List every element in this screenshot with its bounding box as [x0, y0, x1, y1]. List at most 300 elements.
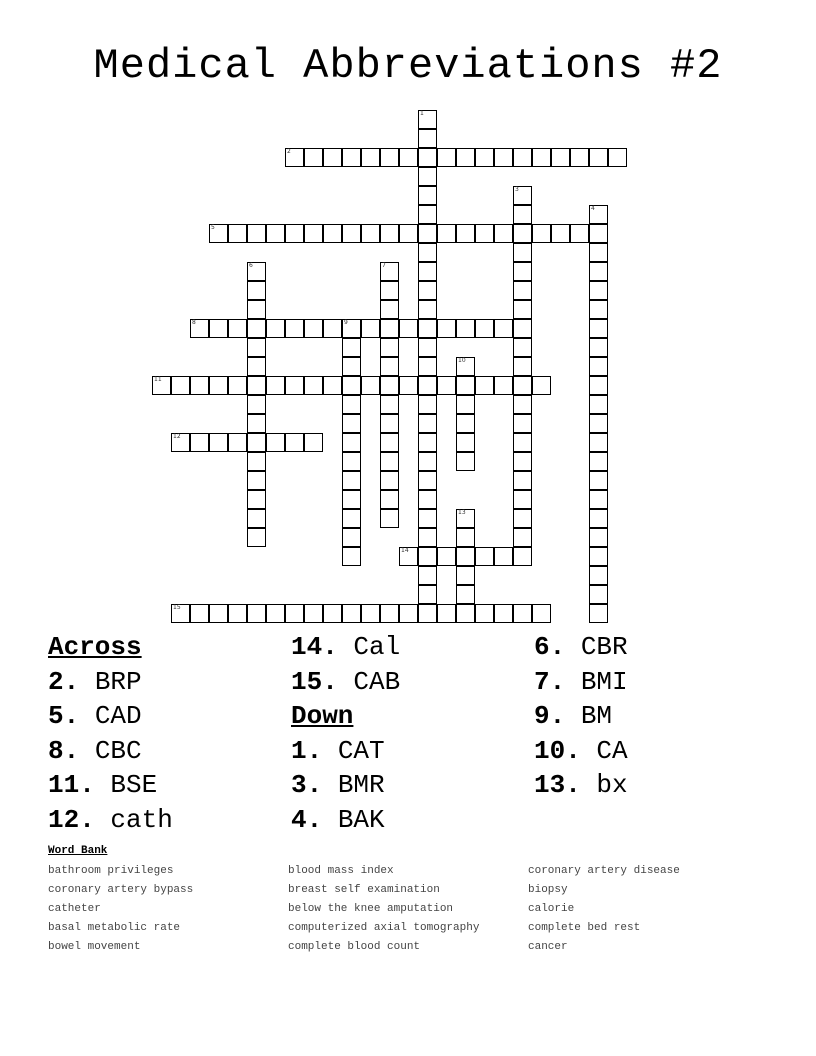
grid-cell[interactable]	[342, 376, 361, 395]
grid-cell[interactable]	[418, 243, 437, 262]
grid-cell[interactable]	[247, 395, 266, 414]
grid-cell[interactable]	[456, 433, 475, 452]
grid-cell[interactable]	[323, 376, 342, 395]
grid-cell[interactable]	[589, 452, 608, 471]
clue-text: BMI	[565, 666, 628, 697]
down-clue	[534, 734, 628, 769]
grid-cell[interactable]	[285, 433, 304, 452]
clue-text: BM	[565, 701, 613, 731]
grid-cell[interactable]	[475, 319, 494, 338]
across-clue	[48, 734, 173, 769]
clue-column-2	[291, 630, 400, 837]
clue-text: CBC	[79, 735, 142, 766]
grid-cell[interactable]	[589, 604, 608, 623]
cell-number: 15	[173, 604, 181, 611]
down-clue	[534, 699, 628, 734]
clue-text: Cal	[337, 632, 401, 662]
grid-cell[interactable]	[361, 376, 380, 395]
grid-cell[interactable]	[342, 433, 361, 452]
grid-cell[interactable]	[285, 148, 304, 167]
grid-cell[interactable]	[437, 148, 456, 167]
clue-text: CBR	[565, 632, 628, 662]
grid-cell[interactable]	[589, 566, 608, 585]
down-clue	[534, 768, 628, 803]
grid-cell[interactable]	[513, 205, 532, 224]
grid-cell[interactable]	[190, 604, 209, 623]
grid-cell[interactable]	[247, 528, 266, 547]
grid-cell[interactable]	[589, 224, 608, 243]
word-bank-item: biopsy	[528, 884, 568, 896]
grid-cell[interactable]	[589, 395, 608, 414]
grid-cell[interactable]	[418, 262, 437, 281]
grid-cell[interactable]	[247, 414, 266, 433]
grid-cell[interactable]	[494, 319, 513, 338]
grid-cell[interactable]	[589, 490, 608, 509]
grid-cell[interactable]	[513, 319, 532, 338]
grid-cell[interactable]	[589, 281, 608, 300]
grid-cell[interactable]	[399, 319, 418, 338]
grid-cell[interactable]	[247, 471, 266, 490]
grid-cell[interactable]	[551, 224, 570, 243]
grid-cell[interactable]	[342, 452, 361, 471]
grid-cell[interactable]	[418, 433, 437, 452]
cell-number: 5	[211, 224, 215, 231]
grid-cell[interactable]	[418, 319, 437, 338]
grid-cell[interactable]	[494, 224, 513, 243]
grid-cell[interactable]	[342, 319, 361, 338]
clue-number: 3.	[291, 770, 323, 800]
grid-cell[interactable]	[247, 319, 266, 338]
grid-cell[interactable]	[380, 319, 399, 338]
clue-number: 9.	[534, 701, 566, 731]
clue-text: BRP	[79, 666, 142, 697]
grid-cell[interactable]	[418, 585, 437, 604]
grid-cell[interactable]	[152, 376, 171, 395]
grid-cell[interactable]	[589, 433, 608, 452]
grid-cell[interactable]	[513, 490, 532, 509]
word-bank-item: breast self examination	[288, 884, 440, 896]
grid-cell[interactable]	[209, 376, 228, 395]
grid-cell[interactable]	[304, 376, 323, 395]
grid-cell[interactable]	[190, 376, 209, 395]
across-clue	[48, 768, 173, 803]
grid-cell[interactable]	[513, 262, 532, 281]
cell-number: 7	[382, 262, 386, 269]
grid-cell[interactable]	[399, 376, 418, 395]
grid-cell[interactable]	[589, 205, 608, 224]
grid-cell[interactable]	[380, 357, 399, 376]
grid-cell[interactable]	[475, 604, 494, 623]
grid-cell[interactable]	[342, 547, 361, 566]
grid-cell[interactable]	[437, 547, 456, 566]
grid-cell[interactable]	[589, 243, 608, 262]
grid-cell[interactable]	[456, 414, 475, 433]
grid-cell[interactable]	[266, 376, 285, 395]
grid-cell[interactable]	[418, 509, 437, 528]
down-clue	[291, 734, 400, 769]
grid-cell[interactable]	[513, 528, 532, 547]
grid-cell[interactable]	[304, 148, 323, 167]
clue-number: 11.	[48, 770, 95, 800]
grid-cell[interactable]	[285, 319, 304, 338]
cell-number: 9	[344, 319, 348, 326]
grid-cell[interactable]	[494, 547, 513, 566]
word-bank-item: cancer	[528, 941, 568, 953]
grid-cell[interactable]	[456, 585, 475, 604]
grid-cell[interactable]	[323, 224, 342, 243]
grid-cell[interactable]	[570, 224, 589, 243]
grid-cell[interactable]	[171, 604, 190, 623]
grid-cell[interactable]	[513, 395, 532, 414]
clue-text: BSE	[94, 770, 158, 800]
grid-cell[interactable]	[304, 433, 323, 452]
grid-cell[interactable]	[456, 528, 475, 547]
grid-cell[interactable]	[304, 319, 323, 338]
grid-cell[interactable]	[589, 471, 608, 490]
grid-cell[interactable]	[418, 281, 437, 300]
grid-cell[interactable]	[380, 281, 399, 300]
grid-cell[interactable]	[513, 338, 532, 357]
grid-cell[interactable]	[456, 357, 475, 376]
grid-cell[interactable]	[342, 471, 361, 490]
cell-number: 13	[458, 509, 466, 516]
grid-cell[interactable]	[589, 262, 608, 281]
grid-cell[interactable]	[437, 376, 456, 395]
grid-cell[interactable]	[418, 224, 437, 243]
word-bank-column-2	[288, 862, 479, 957]
grid-cell[interactable]	[589, 414, 608, 433]
grid-cell[interactable]	[247, 357, 266, 376]
grid-cell[interactable]	[513, 376, 532, 395]
grid-cell[interactable]	[209, 319, 228, 338]
clue-number: 6.	[534, 632, 566, 662]
grid-cell[interactable]	[418, 376, 437, 395]
grid-cell[interactable]	[589, 376, 608, 395]
grid-cell[interactable]	[190, 319, 209, 338]
across-clue	[291, 630, 400, 665]
grid-cell[interactable]	[247, 262, 266, 281]
clue-number: 10.	[534, 735, 581, 766]
clue-number: 4.	[291, 804, 323, 835]
across-clue	[48, 803, 173, 838]
grid-cell[interactable]	[285, 604, 304, 623]
grid-cell[interactable]	[342, 604, 361, 623]
grid-cell[interactable]	[247, 224, 266, 243]
grid-cell[interactable]	[399, 224, 418, 243]
grid-cell[interactable]	[589, 148, 608, 167]
grid-cell[interactable]	[513, 300, 532, 319]
grid-cell[interactable]	[247, 433, 266, 452]
grid-cell[interactable]	[589, 319, 608, 338]
grid-cell[interactable]	[456, 452, 475, 471]
clue-column-1	[48, 630, 173, 837]
word-bank-item: blood mass index	[288, 865, 394, 877]
grid-cell[interactable]	[513, 148, 532, 167]
grid-cell[interactable]	[532, 604, 551, 623]
clue-number: 1.	[291, 735, 323, 766]
down-clue	[291, 803, 400, 838]
grid-cell[interactable]	[513, 224, 532, 243]
grid-cell[interactable]	[361, 148, 380, 167]
clue-text: BMR	[322, 770, 385, 800]
grid-cell[interactable]	[171, 433, 190, 452]
grid-cell[interactable]	[380, 509, 399, 528]
grid-cell[interactable]	[304, 224, 323, 243]
grid-cell[interactable]	[418, 357, 437, 376]
grid-cell[interactable]	[247, 452, 266, 471]
word-bank-column-3	[528, 862, 680, 957]
grid-cell[interactable]	[532, 376, 551, 395]
puzzle-title: Medical Abbreviations #2	[93, 42, 723, 90]
grid-cell[interactable]	[475, 547, 494, 566]
grid-cell[interactable]	[380, 452, 399, 471]
cell-number: 6	[249, 262, 253, 269]
word-bank-item: basal metabolic rate	[48, 922, 181, 934]
grid-cell[interactable]	[513, 281, 532, 300]
grid-cell[interactable]	[228, 319, 247, 338]
clue-text: bx	[580, 770, 628, 800]
grid-cell[interactable]	[380, 338, 399, 357]
grid-cell[interactable]	[418, 490, 437, 509]
grid-cell[interactable]	[342, 414, 361, 433]
grid-cell[interactable]	[361, 224, 380, 243]
grid-cell[interactable]	[380, 262, 399, 281]
clue-number: 7.	[534, 666, 566, 697]
cell-number: 12	[173, 433, 181, 440]
word-bank-item: coronary artery disease	[528, 865, 680, 877]
grid-cell[interactable]	[418, 300, 437, 319]
grid-cell[interactable]	[247, 490, 266, 509]
word-bank-item: complete bed rest	[528, 922, 641, 934]
down-clue	[291, 768, 400, 803]
grid-cell[interactable]	[513, 471, 532, 490]
grid-cell[interactable]	[380, 604, 399, 623]
grid-cell[interactable]	[190, 433, 209, 452]
cell-number: 1	[420, 110, 424, 117]
word-bank-item: calorie	[528, 903, 575, 915]
clue-number: 2.	[48, 666, 80, 697]
grid-cell[interactable]	[418, 186, 437, 205]
grid-cell[interactable]	[513, 452, 532, 471]
grid-cell[interactable]	[418, 129, 437, 148]
grid-cell[interactable]	[247, 604, 266, 623]
grid-cell[interactable]	[456, 148, 475, 167]
grid-cell[interactable]	[589, 547, 608, 566]
grid-cell[interactable]	[285, 224, 304, 243]
grid-cell[interactable]	[247, 300, 266, 319]
grid-cell[interactable]	[418, 604, 437, 623]
grid-cell[interactable]	[418, 566, 437, 585]
grid-cell[interactable]	[589, 300, 608, 319]
grid-cell[interactable]	[228, 376, 247, 395]
grid-cell[interactable]	[456, 376, 475, 395]
grid-cell[interactable]	[323, 319, 342, 338]
grid-cell[interactable]	[380, 224, 399, 243]
grid-cell[interactable]	[513, 357, 532, 376]
grid-cell[interactable]	[456, 509, 475, 528]
grid-cell[interactable]	[266, 604, 285, 623]
word-bank-item: catheter	[48, 903, 101, 915]
grid-cell[interactable]	[513, 186, 532, 205]
grid-cell[interactable]	[513, 547, 532, 566]
grid-cell[interactable]	[247, 281, 266, 300]
grid-cell[interactable]	[456, 395, 475, 414]
clue-number: 5.	[48, 701, 80, 731]
across-heading: Across	[48, 632, 142, 662]
clue-number: 12.	[48, 804, 95, 835]
grid-cell[interactable]	[266, 319, 285, 338]
grid-cell[interactable]	[323, 148, 342, 167]
clue-text: CAT	[322, 735, 385, 766]
clue-text: CA	[580, 735, 628, 766]
grid-cell[interactable]	[209, 224, 228, 243]
clue-text: CAB	[337, 666, 401, 697]
grid-cell[interactable]	[456, 224, 475, 243]
word-bank-item: coronary artery bypass	[48, 884, 194, 896]
word-bank-heading: Word Bank	[48, 845, 108, 857]
grid-cell[interactable]	[380, 433, 399, 452]
grid-cell[interactable]	[342, 490, 361, 509]
grid-cell[interactable]	[247, 509, 266, 528]
grid-cell[interactable]	[532, 224, 551, 243]
grid-cell[interactable]	[475, 376, 494, 395]
clue-text: BAK	[322, 804, 385, 835]
grid-cell[interactable]	[418, 110, 437, 129]
grid-cell[interactable]	[228, 604, 247, 623]
grid-cell[interactable]	[380, 490, 399, 509]
grid-cell[interactable]	[361, 604, 380, 623]
grid-cell[interactable]	[532, 148, 551, 167]
grid-cell[interactable]	[418, 205, 437, 224]
word-bank-item: bowel movement	[48, 941, 141, 953]
grid-cell[interactable]	[513, 433, 532, 452]
grid-cell[interactable]	[342, 528, 361, 547]
word-bank-item: below the knee amputation	[288, 903, 454, 915]
down-clue	[534, 665, 628, 700]
grid-cell[interactable]	[171, 376, 190, 395]
grid-cell[interactable]	[437, 319, 456, 338]
grid-cell[interactable]	[209, 604, 228, 623]
grid-cell[interactable]	[228, 433, 247, 452]
grid-cell[interactable]	[456, 604, 475, 623]
grid-cell[interactable]	[494, 148, 513, 167]
grid-cell[interactable]	[437, 604, 456, 623]
grid-cell[interactable]	[342, 148, 361, 167]
grid-cell[interactable]	[570, 148, 589, 167]
grid-cell[interactable]	[418, 414, 437, 433]
clue-number: 15.	[291, 666, 338, 697]
cell-number: 10	[458, 357, 466, 364]
cell-number: 14	[401, 547, 409, 554]
grid-cell[interactable]	[342, 338, 361, 357]
grid-cell[interactable]	[342, 224, 361, 243]
clue-text: cath	[94, 804, 173, 835]
grid-cell[interactable]	[418, 528, 437, 547]
grid-cell[interactable]	[285, 376, 304, 395]
cell-number: 8	[192, 319, 196, 326]
clue-column-3	[534, 630, 628, 803]
grid-cell[interactable]	[513, 509, 532, 528]
clue-number: 14.	[291, 632, 338, 662]
clue-number: 13.	[534, 770, 581, 800]
grid-cell[interactable]	[399, 604, 418, 623]
cell-number: 11	[154, 376, 162, 383]
grid-cell[interactable]	[418, 547, 437, 566]
grid-cell[interactable]	[513, 604, 532, 623]
word-bank-item: bathroom privileges	[48, 865, 174, 877]
grid-cell[interactable]	[494, 604, 513, 623]
grid-cell[interactable]	[475, 148, 494, 167]
grid-cell[interactable]	[380, 414, 399, 433]
grid-cell[interactable]	[399, 547, 418, 566]
grid-cell[interactable]	[589, 509, 608, 528]
grid-cell[interactable]	[266, 224, 285, 243]
grid-cell[interactable]	[418, 338, 437, 357]
grid-cell[interactable]	[418, 471, 437, 490]
grid-cell[interactable]	[342, 395, 361, 414]
down-heading: Down	[291, 701, 354, 731]
across-clue	[291, 665, 400, 700]
grid-cell[interactable]	[437, 224, 456, 243]
down-clue	[534, 630, 628, 665]
grid-cell[interactable]	[209, 433, 228, 452]
grid-cell[interactable]	[247, 376, 266, 395]
grid-cell[interactable]	[494, 376, 513, 395]
grid-cell[interactable]	[608, 148, 627, 167]
grid-cell[interactable]	[456, 319, 475, 338]
grid-cell[interactable]	[342, 357, 361, 376]
grid-cell[interactable]	[589, 528, 608, 547]
grid-cell[interactable]	[551, 148, 570, 167]
grid-cell[interactable]	[418, 395, 437, 414]
grid-cell[interactable]	[399, 148, 418, 167]
grid-cell[interactable]	[418, 167, 437, 186]
cell-number: 4	[591, 205, 595, 212]
grid-cell[interactable]	[513, 243, 532, 262]
grid-cell[interactable]	[380, 148, 399, 167]
grid-cell[interactable]	[475, 224, 494, 243]
grid-cell[interactable]	[228, 224, 247, 243]
grid-cell[interactable]	[361, 319, 380, 338]
grid-cell[interactable]	[266, 433, 285, 452]
word-bank-item: computerized axial tomography	[288, 922, 480, 934]
grid-cell[interactable]	[342, 509, 361, 528]
grid-cell[interactable]	[418, 452, 437, 471]
grid-cell[interactable]	[418, 148, 437, 167]
word-bank-column-1	[48, 862, 193, 957]
grid-cell[interactable]	[380, 471, 399, 490]
cell-number: 2	[287, 148, 291, 155]
cell-number: 3	[515, 186, 519, 193]
grid-cell[interactable]	[589, 585, 608, 604]
grid-cell[interactable]	[589, 357, 608, 376]
grid-cell[interactable]	[304, 604, 323, 623]
grid-cell[interactable]	[380, 300, 399, 319]
grid-cell[interactable]	[380, 376, 399, 395]
clue-number: 8.	[48, 735, 80, 766]
grid-cell[interactable]	[247, 338, 266, 357]
grid-cell[interactable]	[380, 395, 399, 414]
grid-cell[interactable]	[589, 338, 608, 357]
across-clue	[48, 665, 173, 700]
word-bank-item: complete blood count	[288, 941, 421, 953]
grid-cell[interactable]	[456, 566, 475, 585]
grid-cell[interactable]	[513, 414, 532, 433]
across-clue	[48, 699, 173, 734]
grid-cell[interactable]	[456, 547, 475, 566]
clue-text: CAD	[79, 701, 142, 731]
grid-cell[interactable]	[323, 604, 342, 623]
